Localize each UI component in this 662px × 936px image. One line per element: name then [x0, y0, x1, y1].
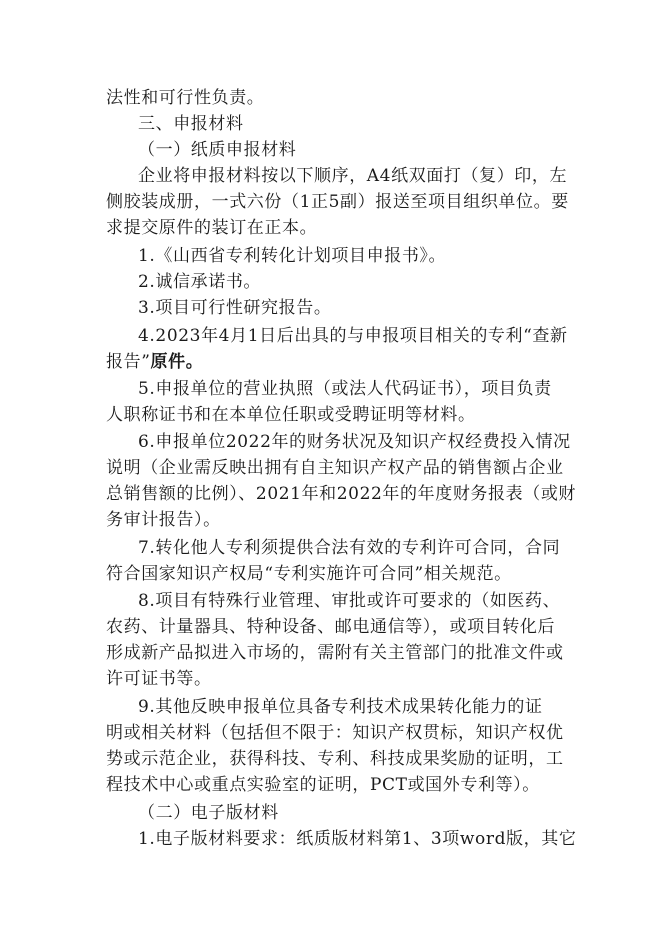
bold-text: 原件。: [150, 352, 204, 372]
list-item: 2.诚信承诺书。: [138, 272, 262, 292]
list-item: 7.转化他人专利须提供合法有效的专利许可合同，合同: [138, 538, 561, 558]
text-line: 企业将申报材料按以下顺序，A4纸双面打（复）印，左: [138, 166, 568, 186]
list-item: 1.电子版材料要求：纸质版材料第1、3项word版，其它: [138, 829, 577, 849]
text-line: 求提交原件的装订在正本。: [106, 218, 318, 238]
list-item: 9.其他反映申报单位具备专利技术成果转化能力的证: [138, 697, 543, 717]
list-item: 8.项目有特殊行业管理、审批或许可要求的（如医药、: [138, 591, 561, 611]
list-item: 1.《山西省专利转化计划项目申报书》。: [138, 246, 447, 266]
text-line: 势或示范企业，获得科技、专利、科技成果奖励的证明，工: [106, 749, 564, 769]
text-line: 务审计报告）。: [106, 510, 221, 530]
text-fragment: 报告”: [106, 352, 151, 372]
text-line: 程技术中心或重点实验室的证明，PCT或国外专利等）。: [106, 775, 540, 795]
text-line: 人职称证书和在本单位任职或受聘证明等材料。: [106, 405, 476, 425]
text-line: 农药、计量器具、特种设备、邮电通信等），或项目转化后: [106, 617, 556, 637]
list-item: 6.申报单位2022年的财务状况及知识产权经费投入情况: [138, 432, 571, 452]
text-line: 形成新产品拟进入市场的，需附有关主管部门的批准文件或: [106, 643, 564, 663]
list-item: 4.2023年4月1日后出具的与申报项目相关的专利“查新: [138, 326, 568, 346]
text-line: 许可证书等。: [106, 669, 212, 689]
text-line: 侧胶装成册，一式六份（1正5副）报送至项目组织单位。要: [106, 192, 569, 212]
text-line: 符合国家知识产权局“专利实施许可合同”相关规范。: [106, 564, 512, 584]
text-line: [106, 350, 662, 374]
text-line: 法性和可行性负责。: [106, 88, 265, 108]
subsection-heading: （二）电子版材料: [138, 803, 279, 823]
subsection-heading: （一）纸质申报材料: [138, 140, 297, 160]
list-item: 3.项目可行性研究报告。: [138, 298, 332, 318]
text-line: 明或相关材料（包括但不限于：知识产权贯标，知识产权优: [106, 723, 564, 743]
text-line: 总销售额的比例）、2021年和2022年的年度财务报表（或财: [106, 484, 577, 504]
text-line: 说明（企业需反映出拥有自主知识产权产品的销售额占企业: [106, 458, 564, 478]
list-item: 5.申报单位的营业执照（或法人代码证书），项目负责: [138, 379, 552, 399]
section-heading: 三、申报材料: [138, 114, 244, 134]
